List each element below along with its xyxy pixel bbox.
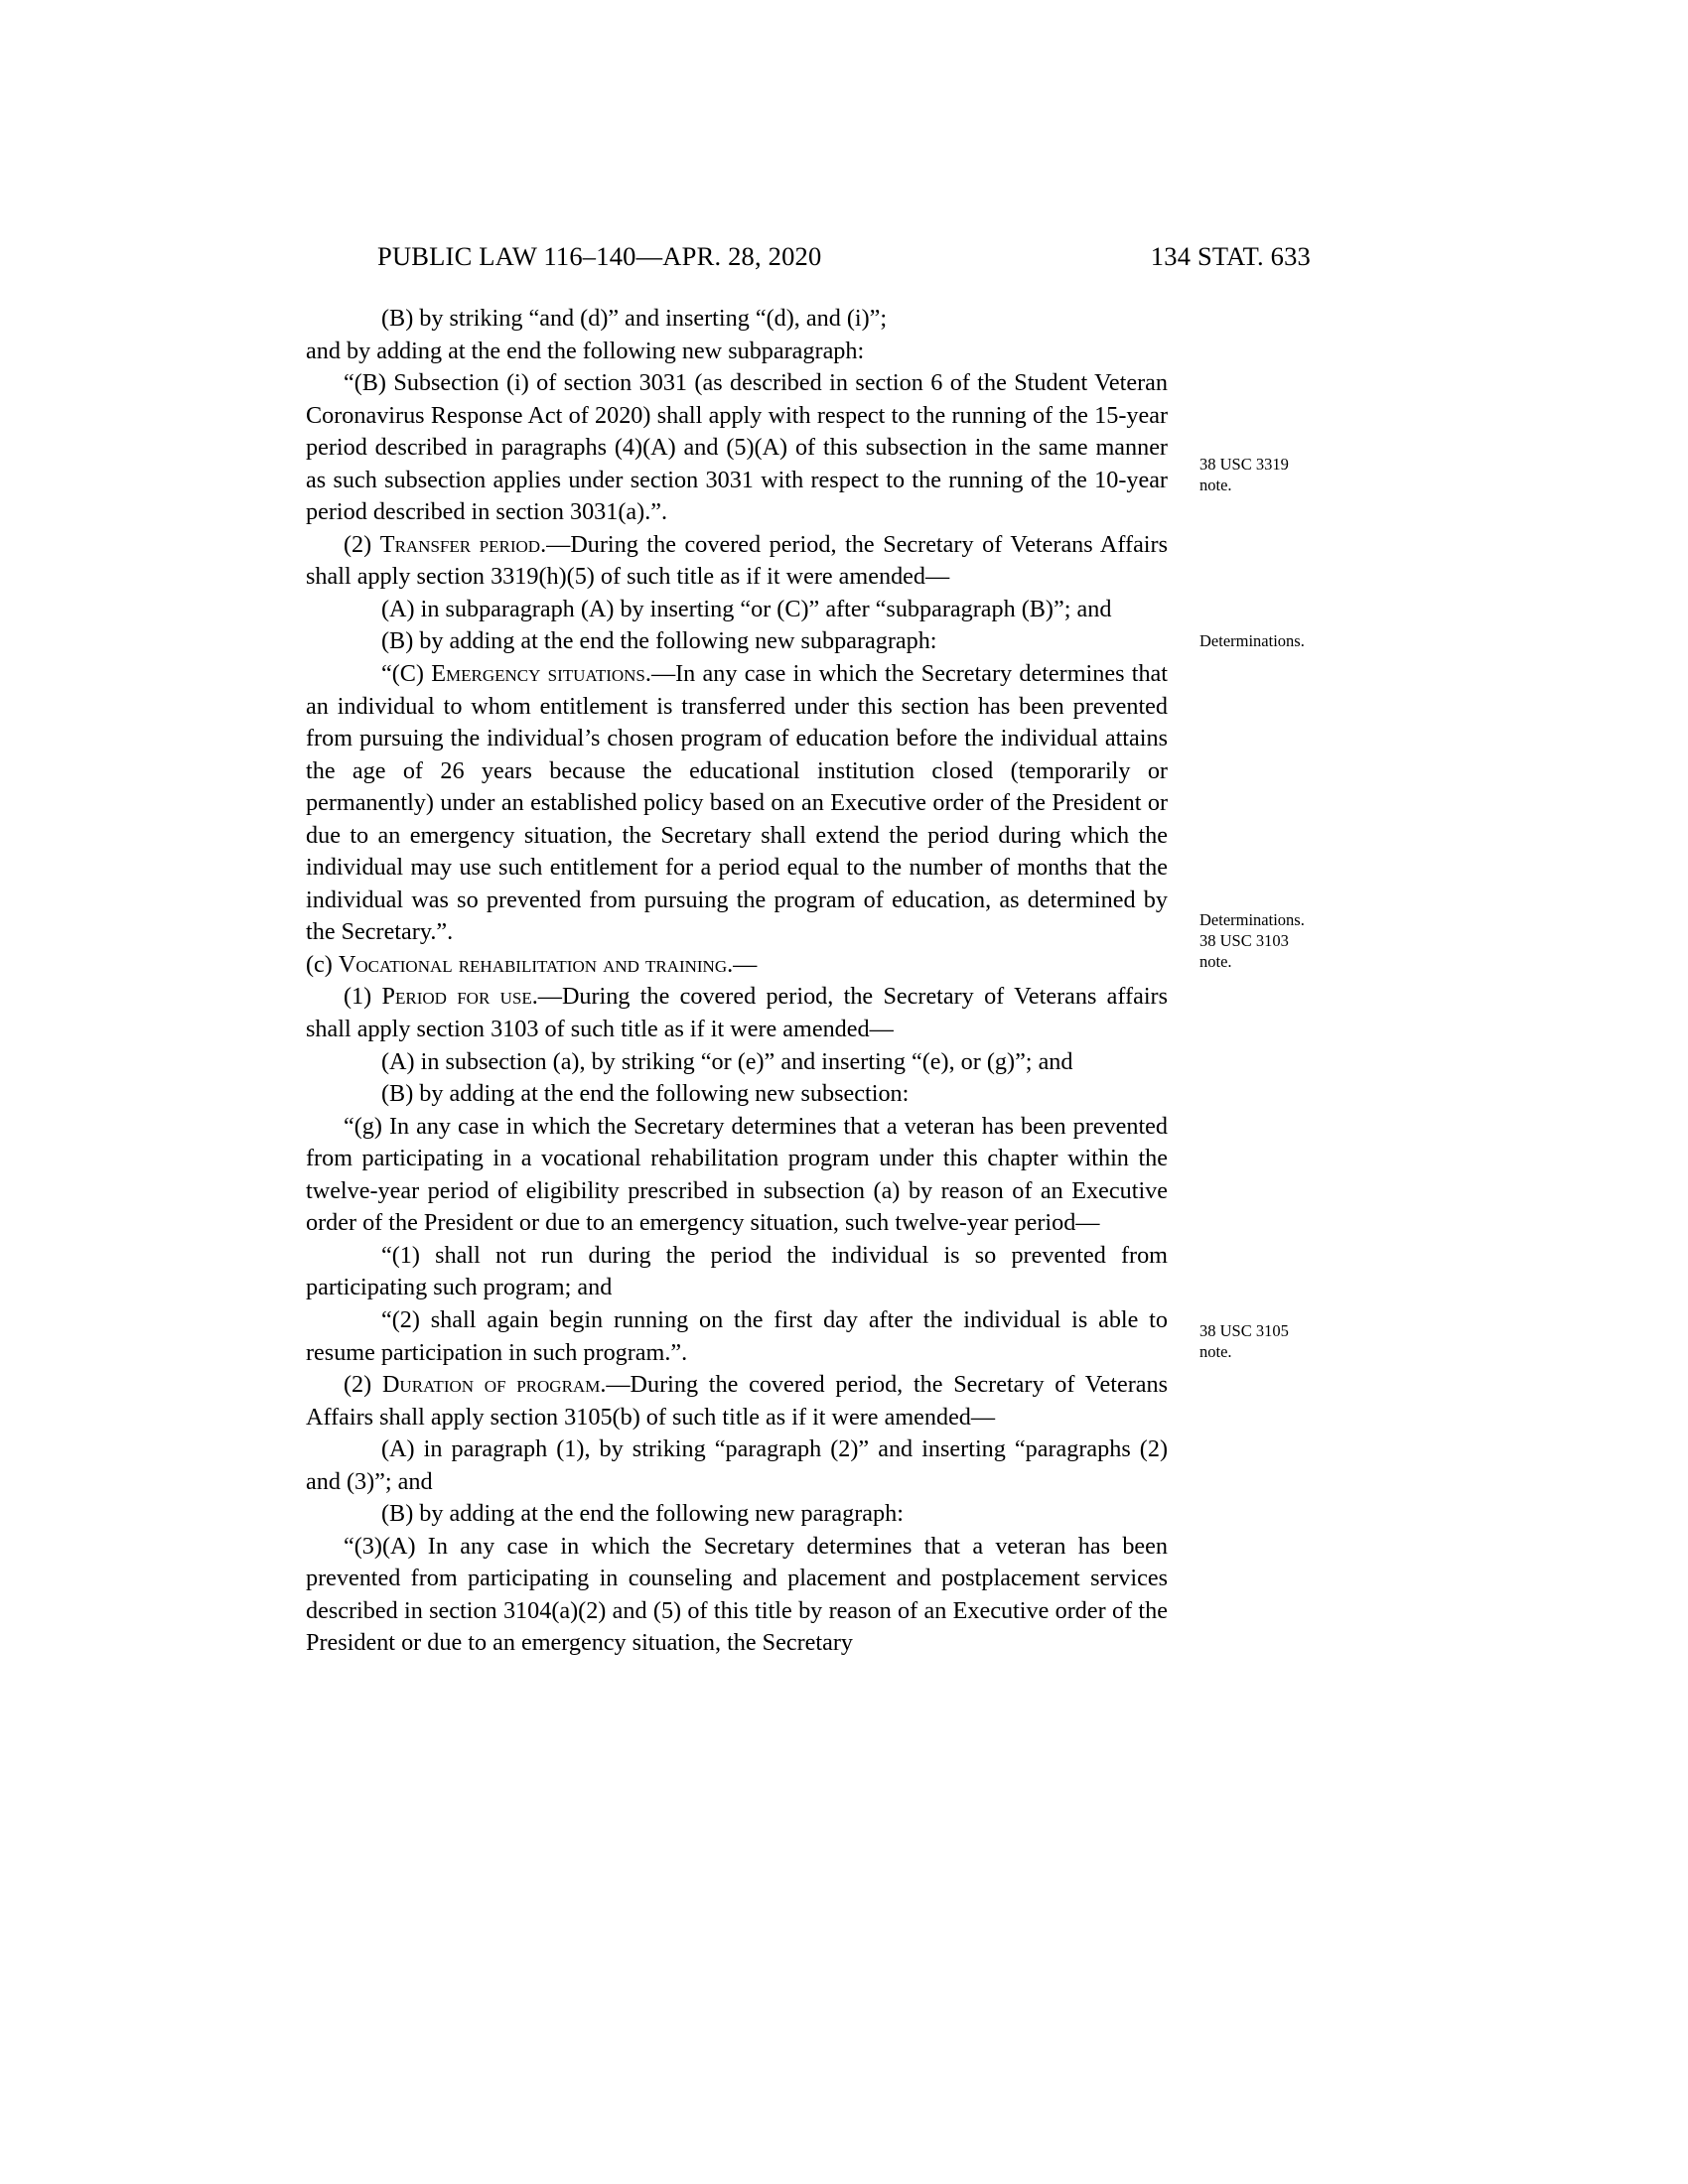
paragraph: (B) by adding at the end the following new subparagraph: [381, 627, 937, 655]
margin-note-line: Determinations. [1199, 910, 1305, 929]
paragraph: and by adding at the end the following new subparagraph: [306, 337, 865, 364]
paragraph: “(2) shall again begin running on the first day after the individual is able to resume participation in such program.”. [306, 1305, 1168, 1366]
paragraph: “(3)(A) In any case in which the Secretary determines that a veteran has been prevented from participating in counseling and placement and postplacement services described in section 3104(a)(2) and (5) of this title by reason of an Executive order of the President or due to an emergency situation, the Secretary [306, 1532, 1168, 1657]
paragraph: (A) in paragraph (1), by striking “paragraph (2)” and inserting “paragraphs (2) and (3)”; and [306, 1435, 1168, 1495]
paragraph: (B) by striking “and (d)” and inserting “(d), and (i)”; [381, 305, 888, 332]
page-header [0, 241, 1688, 272]
margin-note-line: Determinations. [1199, 631, 1305, 650]
header-law-citation: PUBLIC LAW 116–140—APR. 28, 2020 [377, 241, 822, 271]
paragraph: (B) by adding at the end the following new paragraph: [381, 1500, 904, 1528]
paragraph: (c) Vocational rehabilitation and training.— [306, 950, 758, 978]
margin-note [1199, 1320, 1487, 1362]
paragraph: (2) Transfer period.—During the covered period, the Secretary of Veterans Affairs shall apply section 3319(h)(5) of such title as if it were amended— [306, 530, 1168, 591]
margin-note [1199, 909, 1487, 972]
paragraph: “(C) Emergency situations.—In any case in which the Secretary determines that an individual to whom entitlement is transferred under this section has been prevented from pursuing the individual’s chosen program of education before the individual attains the age of 26 years because the educational institution closed (temporarily or permanently) under an established policy based on an Executive order of the President or due to an emergency situation, the Secretary shall extend the period during which the individual may use such entitlement for a period equal to the number of months that the individual was so prevented from pursuing the program of education, as determined by the Secretary.”. [306, 660, 1169, 946]
margin-note-line: 38 USC 3319 [1199, 455, 1289, 474]
paragraph: “(B) Subsection (i) of section 3031 (as described in section 6 of the Student Veteran Coronavirus Response Act of 2020) shall apply with respect to the running of the 15-year period described in paragraphs (4)(A) and (5)(A) of this subsection in the same manner as such subsection applies under section 3031 with respect to the running of the 10-year period described in section 3031(a).”. [306, 369, 1168, 526]
paragraph: (B) by adding at the end the following new subsection: [381, 1080, 910, 1108]
main-text-column [306, 303, 1168, 1660]
header-statute-page: 134 STAT. 633 [1150, 241, 1311, 271]
margin-note-line: note. [1199, 952, 1232, 972]
margin-note [1199, 630, 1487, 651]
margin-note-line: 38 USC 3103 [1199, 931, 1289, 951]
paragraph: (1) Period for use.—During the covered period, the Secretary of Veterans affairs shall apply section 3103 of such title as if it were amended— [306, 983, 1169, 1043]
margin-note-line: note. [1199, 476, 1232, 495]
margin-note-line: 38 USC 3105 [1199, 1321, 1289, 1340]
paragraph: “(1) shall not run during the period the individual is so prevented from participating such program; and [306, 1241, 1168, 1301]
paragraph: “(g) In any case in which the Secretary determines that a veteran has been prevented from participating in a vocational rehabilitation program under this chapter within the twelve-year period of eligibility prescribed in subsection (a) by reason of an Executive order of the President or due to an emergency situation, such twelve-year period— [306, 1112, 1168, 1237]
margin-note [1199, 454, 1487, 495]
paragraph: (2) Duration of program.—During the covered period, the Secretary of Veterans Affairs shall apply section 3105(b) of such title as if it were amended— [306, 1371, 1169, 1431]
paragraph: (A) in subsection (a), by striking “or (e)” and inserting “(e), or (g)”; and [381, 1047, 1073, 1075]
margin-note-line: note. [1199, 1342, 1232, 1362]
paragraph: (A) in subparagraph (A) by inserting “or (C)” after “subparagraph (B)”; and [381, 595, 1112, 622]
